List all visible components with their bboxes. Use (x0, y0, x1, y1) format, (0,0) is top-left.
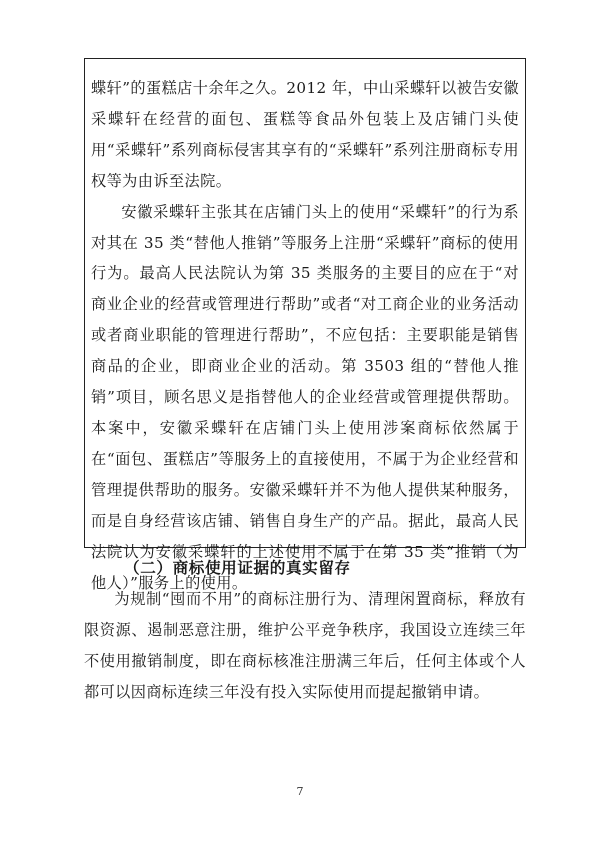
case-paragraph-court-opinion: 安徽采蝶轩主张其在店铺门头上的使用“采蝶轩”的行为系对其在 35 类“替他人推销”等服务上注册“采蝶轩”商标的使用行为。最高人民法院认为第 35 类服务的主要目的应在于“对商业企业的经营或管理进行帮助”或者“对工商企业的业务活动或者商业职能的管理进行帮助”，不应包括：主要职能是销售商品的企业，即商业企业的活动。第 3503 组的“替他人推销”项目，顾名思义是指替他人的企业经营或管理提供帮助。本案中，安徽采蝶轩在店铺门头上使用涉案商标依然属于在“面包、蛋糕店”等服务上的直接使用，不属于为企业经营和管理提供帮助的服务。安徽采蝶轩并不为他人提供某种服务，而是自身经营该店铺、销售自身生产的产品。据此，最高人民法院认为安徽采蝶轩的上述使用不属于在第 35 类“推销（为他人）”服务上的使用。 (91, 202, 519, 592)
section-body (84, 584, 526, 708)
case-paragraph-continued: 蝶轩”的蛋糕店十余年之久。2012 年，中山采蝶轩以被告安徽采蝶轩在经营的面包、蛋糕等食品外包装上及店铺门头使用“采蝶轩”系列商标侵害其享有的“采蝶轩”系列注册商标专用权等为由诉至法院。 (91, 79, 519, 190)
section-paragraph: 为规制“囤而不用”的商标注册行为、清理闲置商标，释放有限资源、遏制恶意注册，维护公平竞争秩序，我国设立连续三年不使用撤销制度，即在商标核准注册满三年后，任何主体或个人都可以因商标连续三年没有投入实际使用而提起撤销申请。 (84, 590, 526, 701)
page-number: 7 (296, 785, 304, 798)
section-heading: （二）商标使用证据的真实留存 (124, 559, 351, 577)
